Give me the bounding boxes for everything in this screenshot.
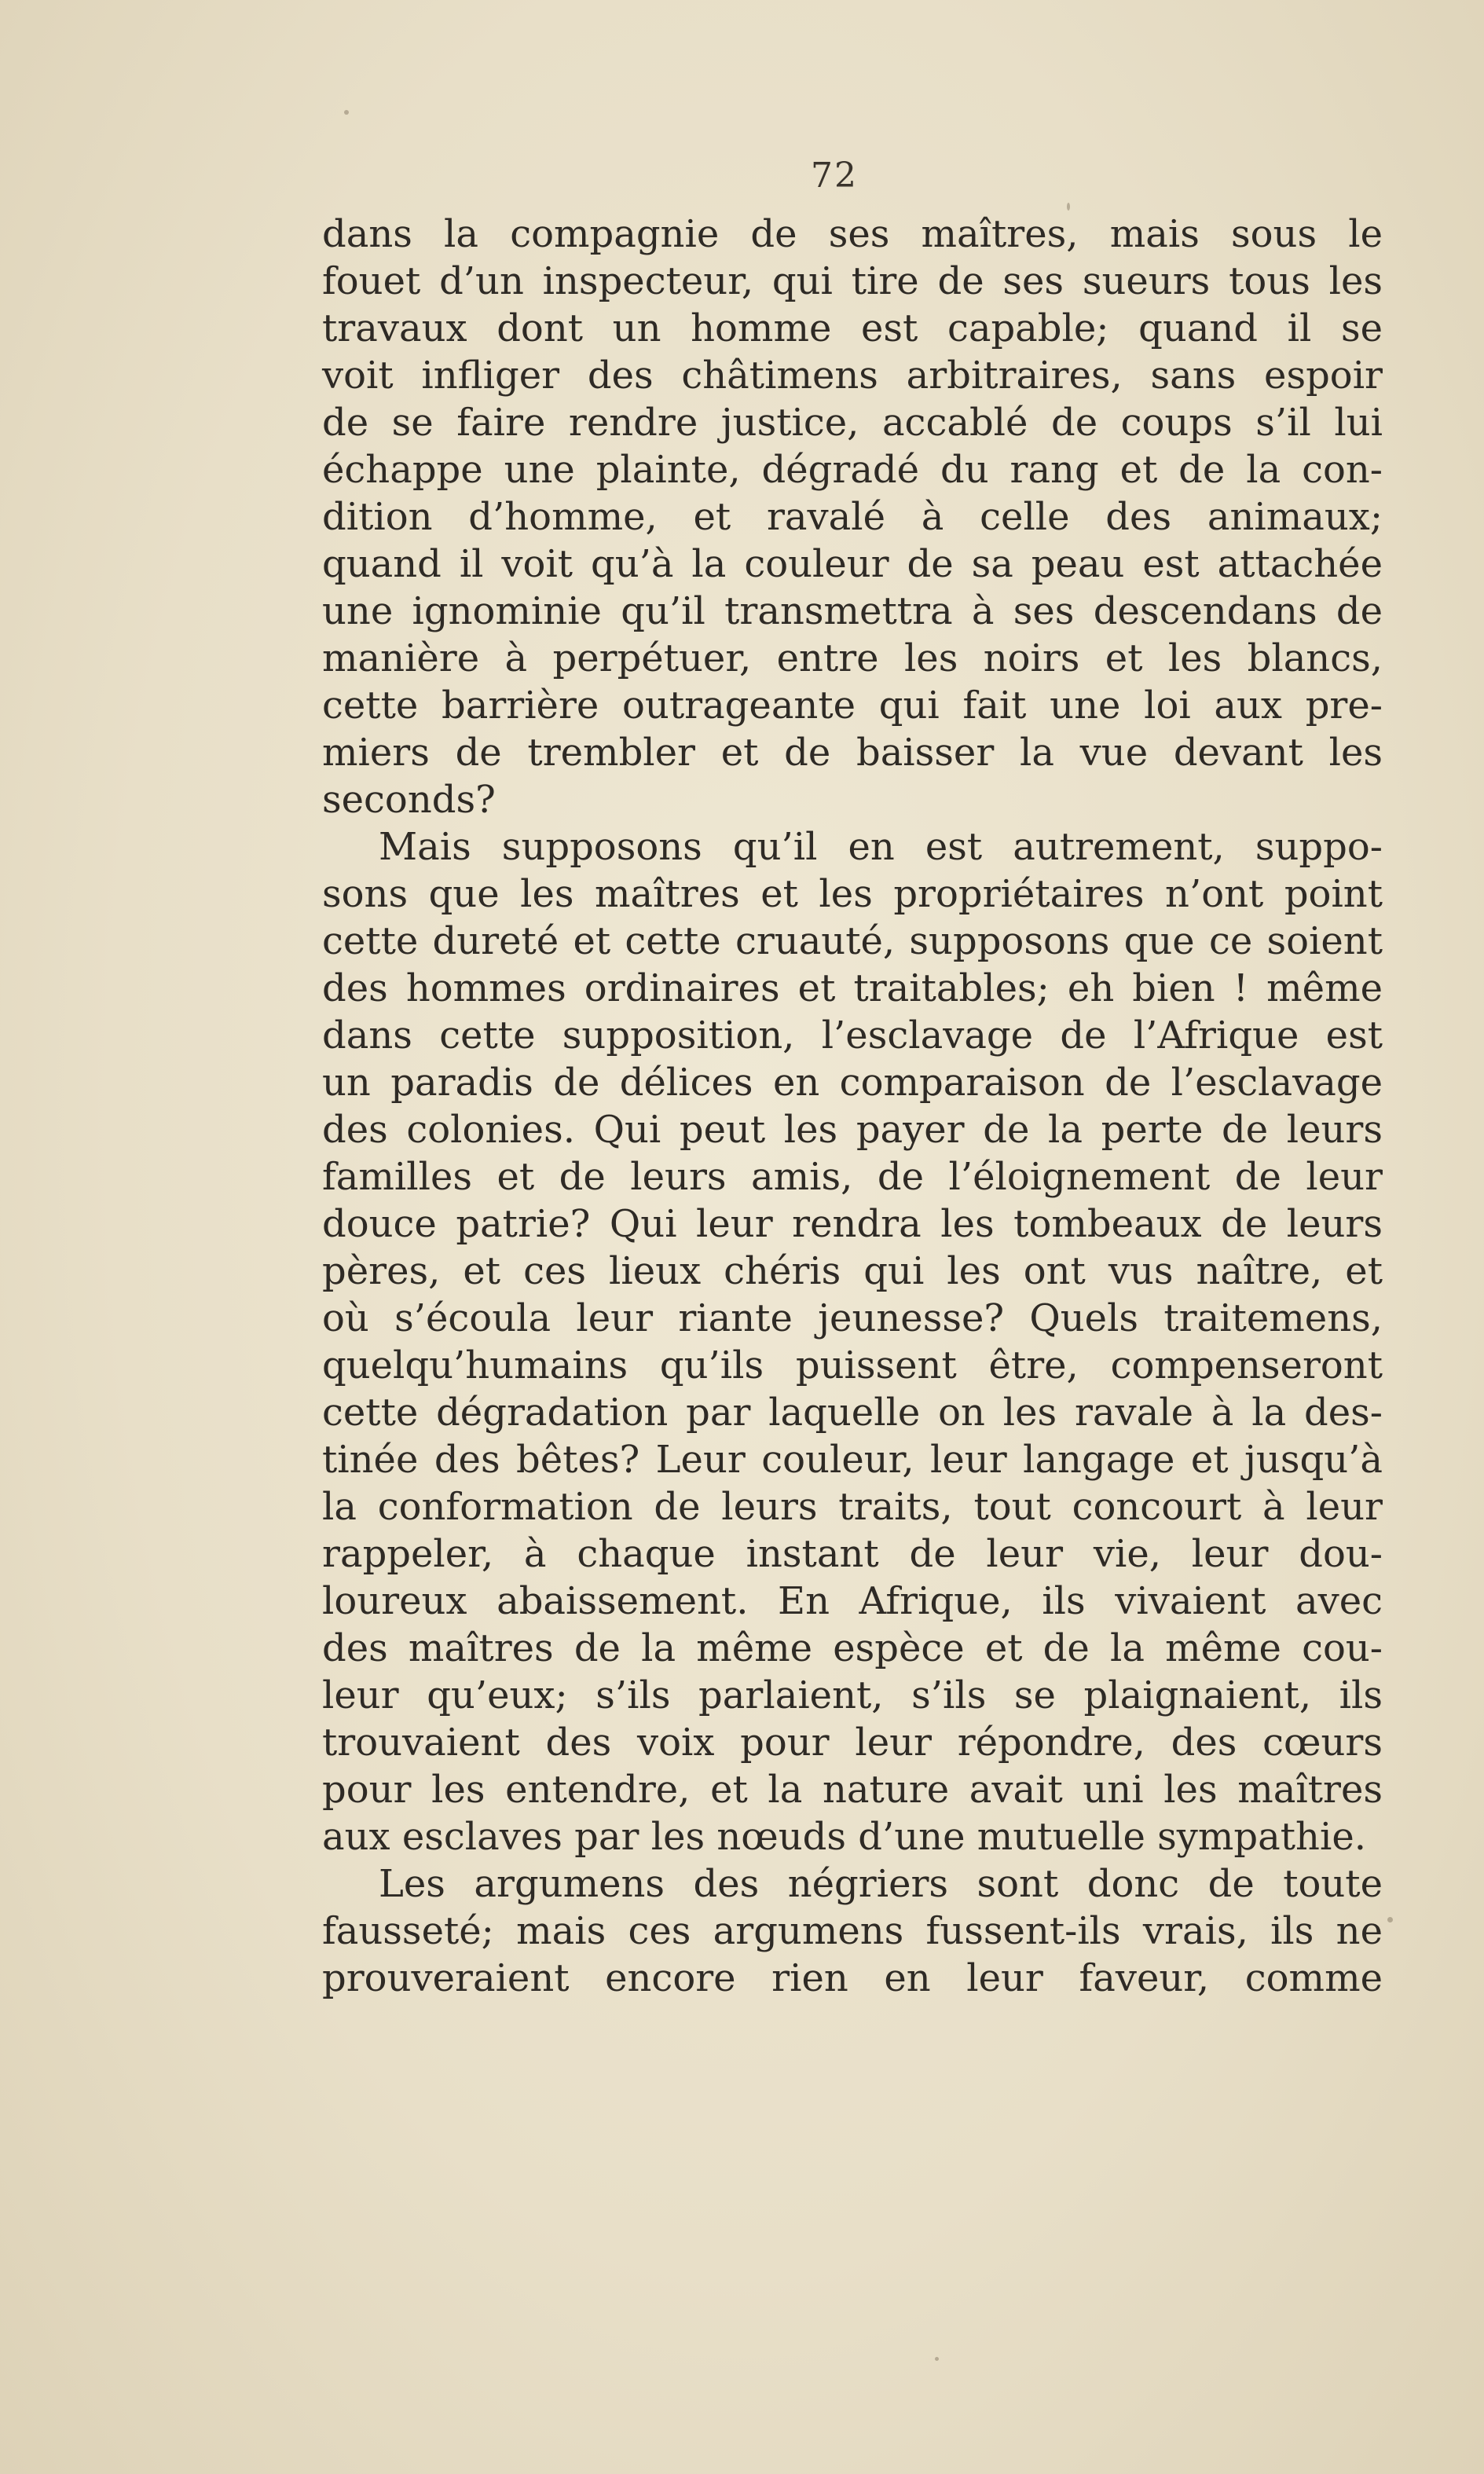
paper-speck (344, 110, 349, 115)
text-line: familles et de leurs amis, de l’éloignement de leur (322, 1155, 1383, 1199)
text-line: fausseté; mais ces argumens fussent-ils vrais, ils ne (322, 1909, 1383, 1953)
text-line: pères, et ces lieux chéris qui les ont vus naître, et (322, 1249, 1383, 1293)
text-line: cette barrière outrageante qui fait une loi aux pre- (322, 684, 1383, 728)
text-line: cette dégradation par laquelle on les ravale à la des- (322, 1391, 1383, 1435)
text-line: voit infliger des châtimens arbitraires, sans espoir (322, 354, 1383, 398)
text-line: des maîtres de la même espèce et de la même cou- (322, 1626, 1383, 1670)
text-line: une ignominie qu’il transmettra à ses descendans de (322, 589, 1383, 633)
text-line: un paradis de délices en comparaison de l’esclavage (322, 1061, 1383, 1105)
text-line: Mais supposons qu’il en est autrement, suppo- (379, 825, 1383, 869)
text-line: quand il voit qu’à la couleur de sa peau est attachée (322, 542, 1383, 586)
text-line: échappe une plainte, dégradé du rang et de la con- (322, 448, 1383, 492)
text-line: loureux abaissement. En Afrique, ils vivaient avec (322, 1579, 1383, 1623)
text-line: Les argumens des négriers sont donc de toute (379, 1862, 1383, 1906)
text-line: travaux dont un homme est capable; quand il se (322, 306, 1383, 350)
text-line: trouvaient des voix pour leur répondre, des cœurs (322, 1721, 1383, 1765)
text-line: miers de trembler et de baisser la vue devant les (322, 731, 1383, 775)
text-line: fouet d’un inspecteur, qui tire de ses sueurs tous les (322, 259, 1383, 303)
text-line: des hommes ordinaires et traitables; eh bien ! même (322, 966, 1383, 1010)
paper-speck (1387, 1917, 1393, 1922)
text-line: douce patrie? Qui leur rendra les tombeaux de leurs (322, 1202, 1383, 1246)
text-line: cette dureté et cette cruauté, supposons que ce soient (322, 919, 1383, 963)
page-number: 72 (811, 156, 858, 196)
text-line: rappeler, à chaque instant de leur vie, leur dou- (322, 1532, 1383, 1576)
text-line: où s’écoula leur riante jeunesse? Quels traitemens, (322, 1296, 1383, 1340)
text-line: pour les entendre, et la nature avait uni les maîtres (322, 1768, 1383, 1812)
text-line: leur qu’eux; s’ils parlaient, s’ils se plaignaient, ils (322, 1673, 1383, 1717)
text-line: des colonies. Qui peut les payer de la perte de leurs (322, 1108, 1383, 1152)
text-line: dans la compagnie de ses maîtres, mais sous le (322, 212, 1383, 256)
text-line: manière à perpétuer, entre les noirs et les blancs, (322, 636, 1383, 680)
text-line: dition d’homme, et ravalé à celle des animaux; (322, 495, 1383, 539)
text-line: dans cette supposition, l’esclavage de l’Afrique est (322, 1013, 1383, 1057)
paper-speck (1067, 203, 1070, 211)
text-line: prouveraient encore rien en leur faveur, comme (322, 1956, 1383, 2000)
text-line: sons que les maîtres et les propriétaires n’ont point (322, 872, 1383, 916)
text-line: tinée des bêtes? Leur couleur, leur langage et jusqu’à (322, 1438, 1383, 1482)
text-line: seconds? (322, 778, 496, 822)
text-line: la conformation de leurs traits, tout concourt à leur (322, 1485, 1383, 1529)
text-line: de se faire rendre justice, accablé de coups s’il lui (322, 401, 1383, 445)
text-line: quelqu’humains qu’ils puissent être, compenseront (322, 1343, 1383, 1387)
text-line: aux esclaves par les nœuds d’une mutuelle sympathie. (322, 1815, 1366, 1859)
body-text (322, 211, 1383, 2002)
paper-speck (935, 2357, 939, 2361)
